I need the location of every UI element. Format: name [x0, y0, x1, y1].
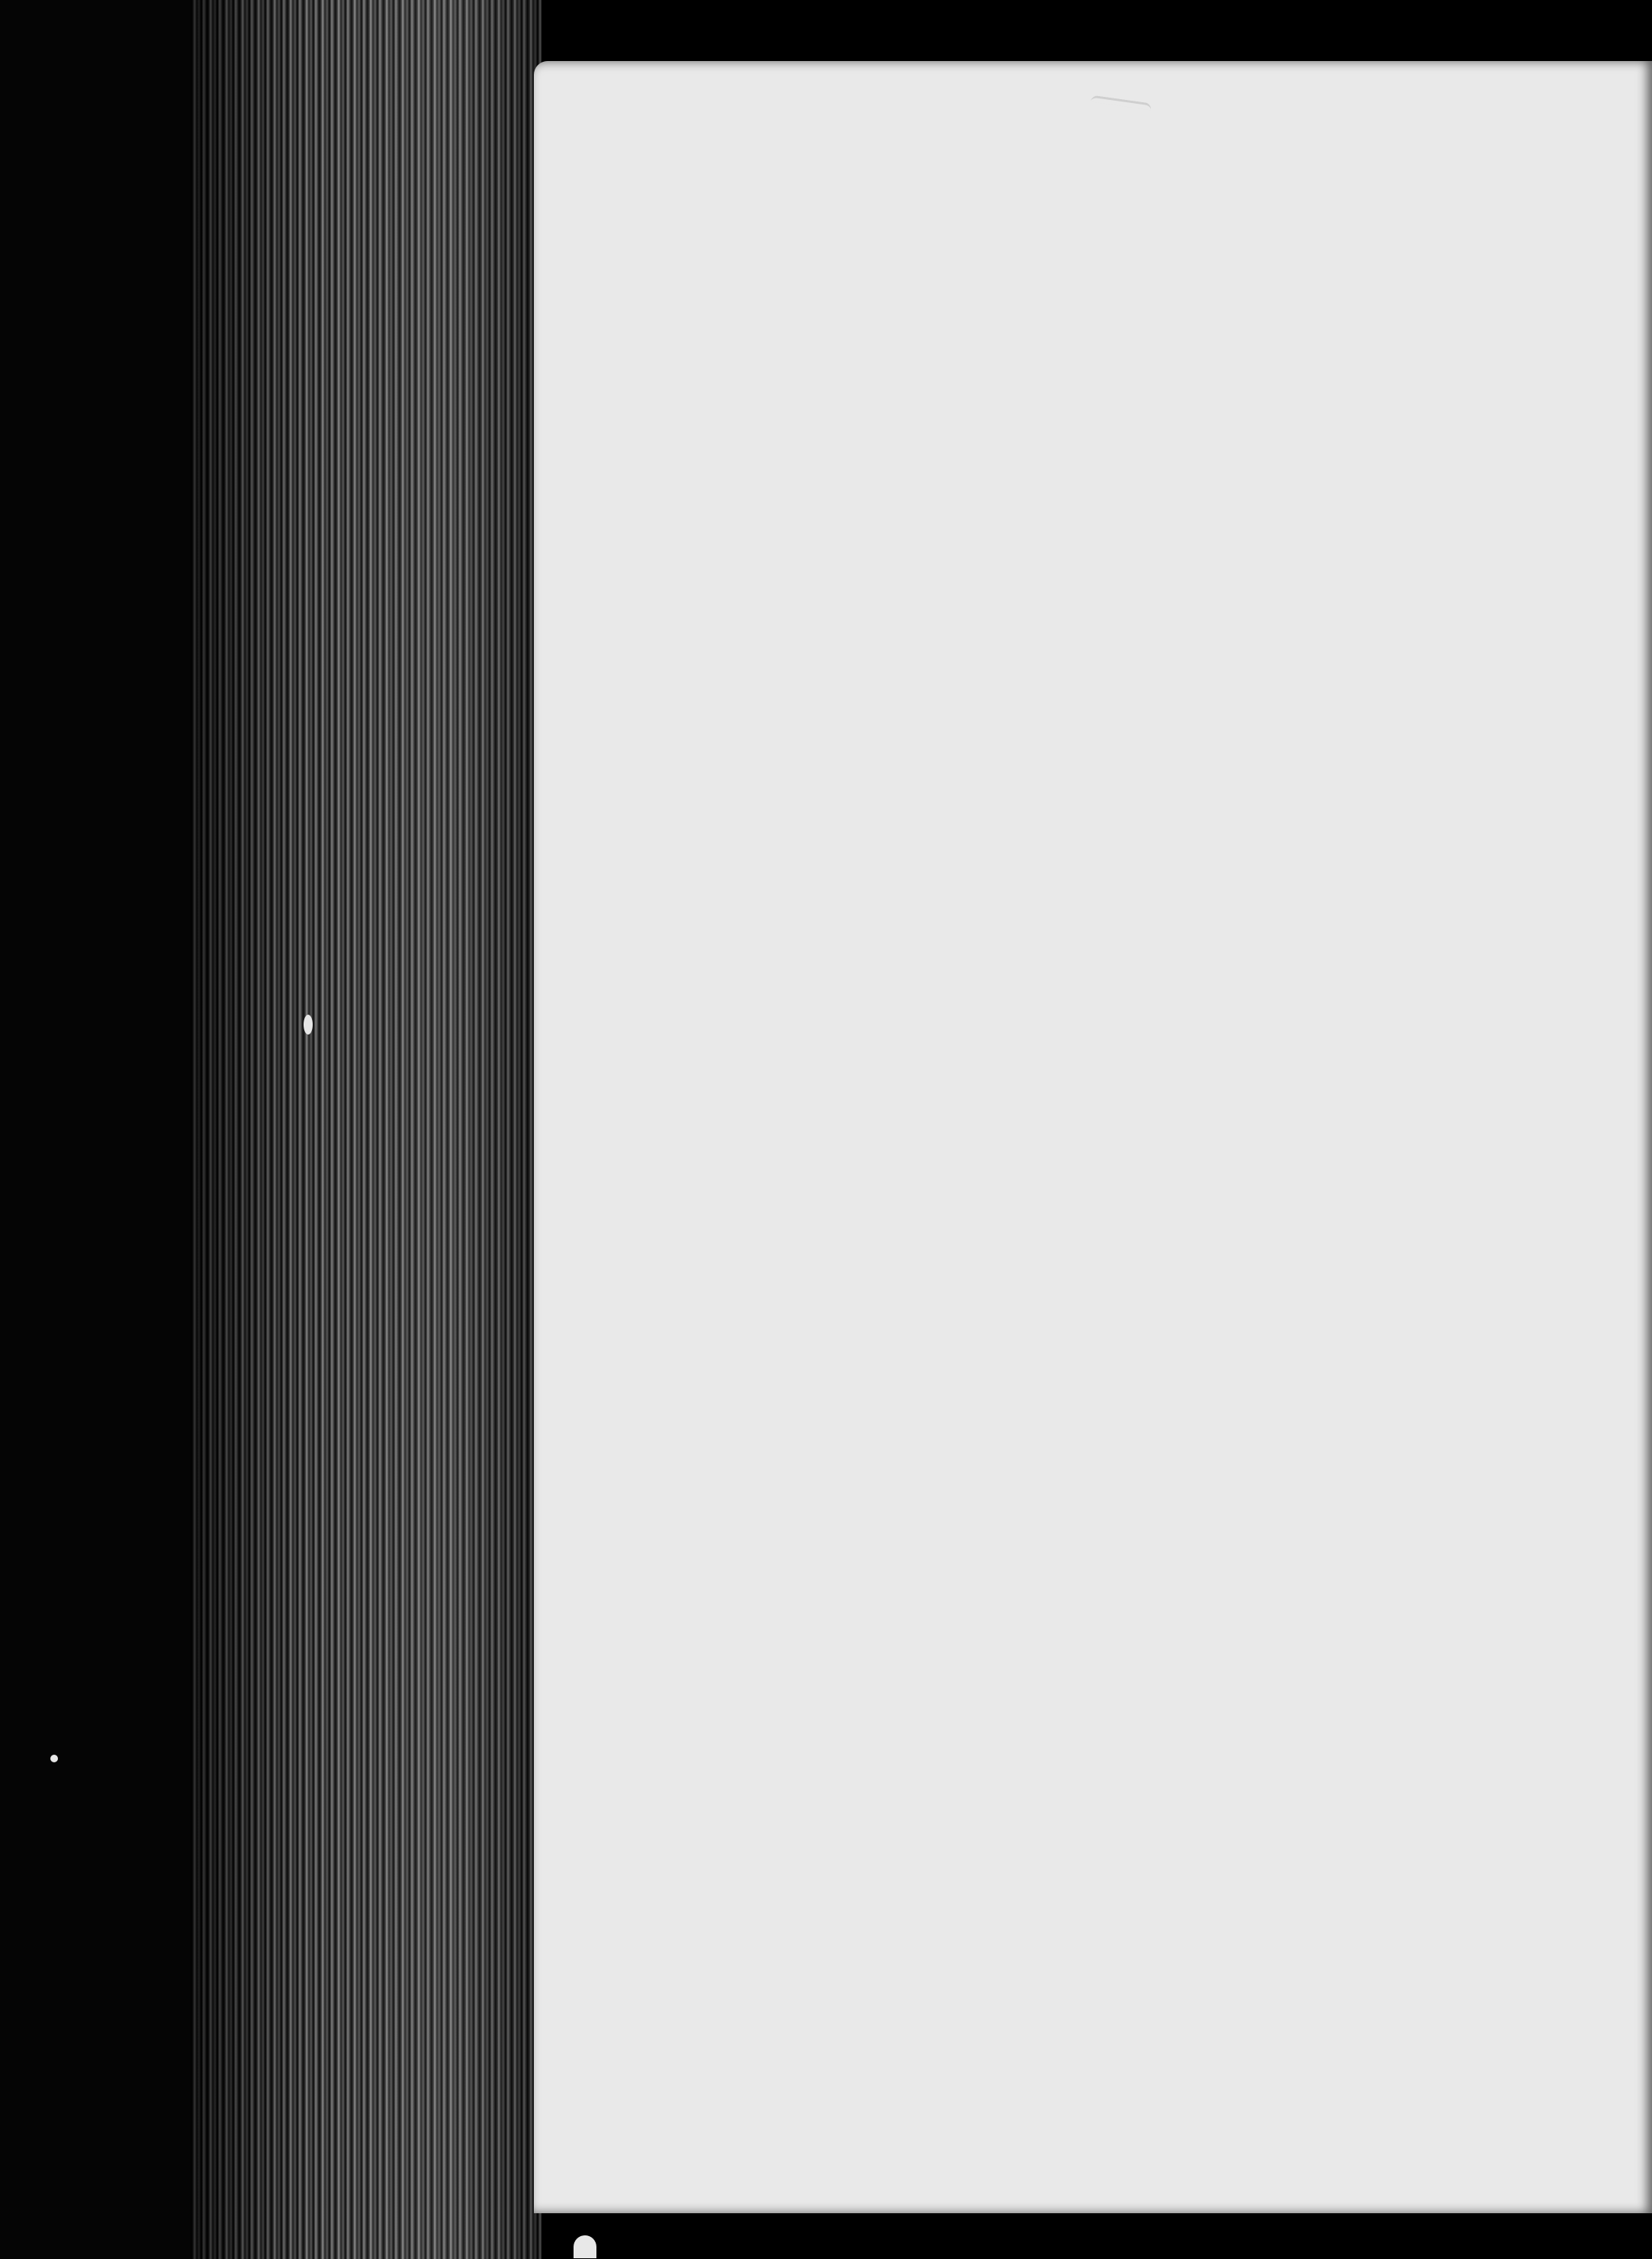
scan-speck — [304, 1015, 313, 1035]
scan-speck — [50, 1755, 58, 1762]
book-fore-edge — [191, 0, 542, 2259]
scan-speck — [574, 2235, 596, 2258]
page-crease — [1091, 95, 1152, 110]
printed-page — [534, 61, 1652, 2213]
scan-margin — [0, 0, 198, 2259]
